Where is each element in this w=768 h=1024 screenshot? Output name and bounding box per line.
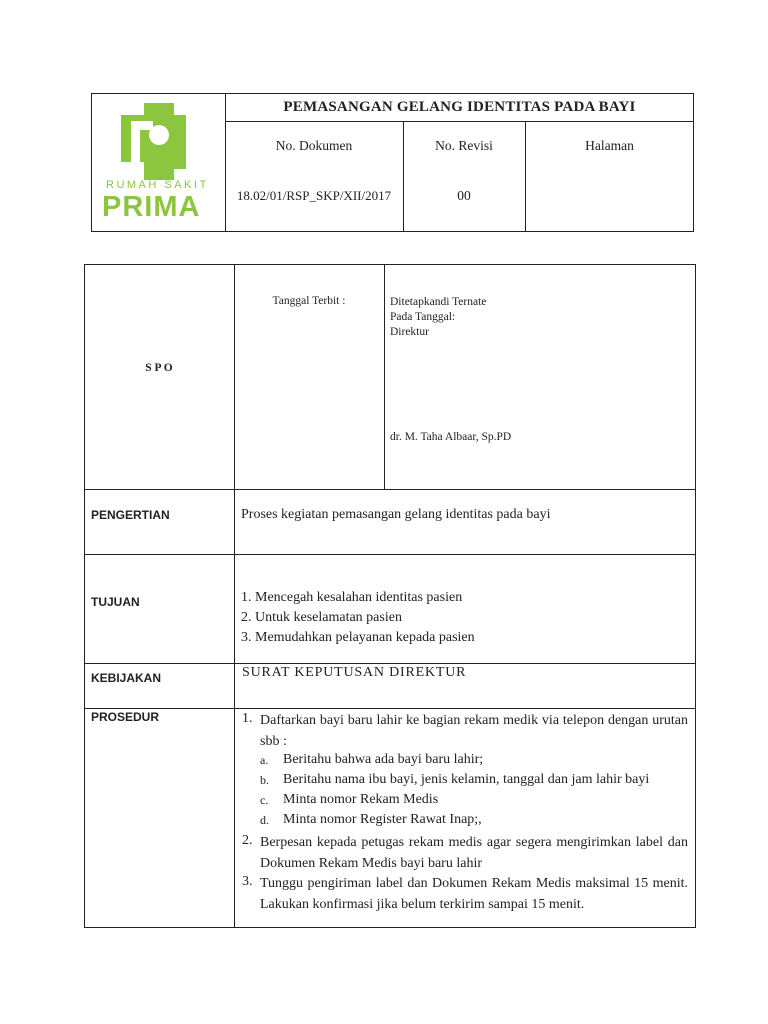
step-text: Daftarkan bayi baru lahir ke bagian rekam medik via telepon dengan urutan sbb : — [260, 713, 688, 749]
row-divider — [84, 663, 696, 664]
step-number: 3. — [242, 874, 253, 889]
pengertian-text: Proses kegiatan pemasangan gelang identitas pada bayi — [241, 507, 551, 522]
substep-letter: b. — [260, 773, 269, 787]
row-divider — [84, 554, 696, 555]
logo-line2: PRIMA — [102, 191, 201, 223]
spo-label: S P O — [145, 362, 173, 374]
step-number: 2. — [242, 833, 253, 848]
label-column-divider — [234, 264, 235, 928]
substep-text: Minta nomor Rekam Medis — [283, 792, 439, 807]
doc-number-value: 18.02/01/RSP_SKP/XII/2017 — [236, 188, 392, 203]
step-text: Tunggu pengiriman label dan Dokumen Rekam Medis maksimal 15 menit. Lakukan konfirmasi jika belum terkirim sampai 15 menit. — [260, 876, 688, 912]
row-divider — [84, 708, 696, 709]
row-divider — [84, 489, 696, 490]
doc-number-label: No. Dokumen — [275, 138, 353, 153]
tanggal-terbit: Tanggal Terbit : — [272, 295, 346, 307]
pengertian-label: PENGERTIAN — [91, 508, 170, 522]
tujuan-item: 2. Untuk keselamatan pasien — [241, 610, 402, 625]
revision-label: No. Revisi — [435, 138, 493, 153]
kebijakan-label: KEBIJAKAN — [91, 671, 162, 685]
spo-inner-divider — [384, 264, 385, 490]
substep-letter: d. — [260, 813, 269, 827]
logo-line1: RUMAH SAKIT — [106, 179, 209, 191]
signatory-name: dr. M. Taha Albaar, Sp.PD — [390, 431, 512, 443]
substep-text: Beritahu nama ibu bayi, jenis kelamin, tanggal dan jam lahir bayi — [283, 772, 650, 787]
ditetapkan-text: Ditetapkandi Ternate — [390, 296, 487, 308]
tujuan-label: TUJUAN — [91, 595, 140, 609]
document-title: PEMASANGAN GELANG IDENTITAS PADA BAYI — [283, 99, 636, 115]
prosedur-label: PROSEDUR — [91, 710, 160, 724]
prima-cross-logo-icon — [100, 100, 222, 180]
step-number: 1. — [242, 711, 253, 726]
substep-letter: a. — [260, 753, 269, 767]
tujuan-item: 3. Memudahkan pelayanan kepada pasien — [241, 630, 475, 645]
pada-tanggal-text: Pada Tanggal: — [390, 311, 456, 323]
step-text: Berpesan kepada petugas rekam medis agar segera mengirimkan label dan Dokumen Rekam Medis bayi baru lahir — [260, 835, 688, 871]
tujuan-item: 1. Mencegah kesalahan identitas pasien — [241, 590, 463, 605]
header-title-divider — [225, 121, 694, 122]
hospital-logo — [100, 100, 222, 225]
direktur-text: Direktur — [390, 326, 429, 338]
substep-letter: c. — [260, 793, 269, 807]
substep-text: Beritahu bahwa ada bayi baru lahir; — [283, 752, 484, 767]
page-label: Halaman — [585, 138, 634, 153]
substep-text: Minta nomor Register Rawat Inap;, — [283, 812, 482, 827]
revision-value: 00 — [457, 188, 471, 203]
kebijakan-text: SURAT KEPUTUSAN DIREKTUR — [242, 665, 467, 680]
